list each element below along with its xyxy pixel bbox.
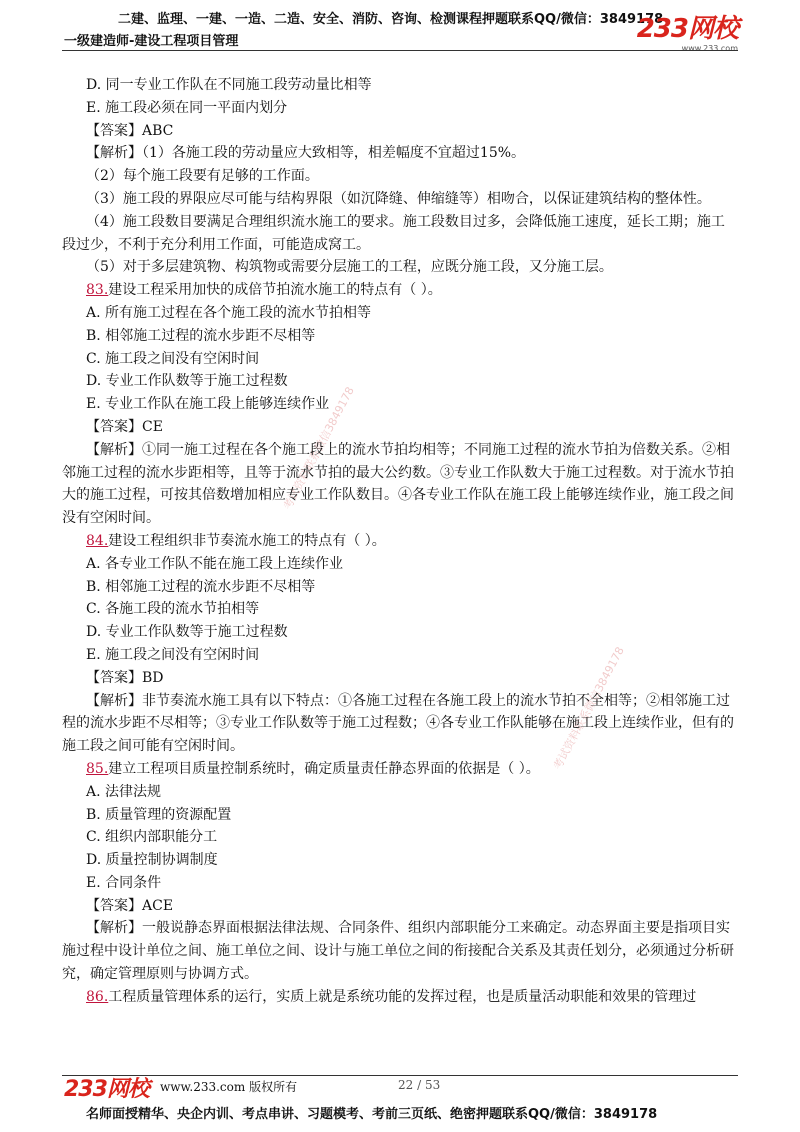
question-85 (86, 758, 738, 781)
option-d: D. 专业工作队数等于施工过程数 (86, 373, 288, 390)
question-83 (86, 279, 738, 302)
footer-promo-text: 名师面授精华、央企内训、考点串讲、习题模考、考前三页纸、绝密押题联系QQ/微信：3849178 (86, 1107, 658, 1122)
header-divider (62, 50, 738, 51)
header-promo-text: 二建、监理、一建、一造、二造、安全、消防、咨询、检测课程押题联系QQ/微信：3849178 (118, 12, 664, 27)
answer-line: 【答案】CE (86, 418, 163, 435)
logo-text: 233网校 (636, 14, 738, 44)
header-subtitle: 一级建造师-建设工程项目管理 (64, 34, 239, 49)
explanation-paragraph: 【解析】一般说静态界面根据法律法规、合同条件、组织内部职能分工来确定。动态界面主要是指项目实施过程中设计单位之间、施工单位之间、设计与施工单位之间的衔接配合关系及其责任划分，必须通过分析研究，确定管理原则与协调方式。 (62, 920, 734, 983)
footer-copyright: www.233.com 版权所有 (160, 1080, 298, 1094)
answer-line: 【答案】BD (86, 669, 164, 686)
option-c: C. 组织内部职能分工 (86, 829, 218, 846)
question-text: 工程质量管理体系的运行，实质上就是系统功能的发挥过程，也是质量活动职能和效果的管理过 (108, 988, 697, 1005)
option-b: B. 质量管理的资源配置 (86, 806, 232, 823)
explanation-paragraph: 【解析】①同一施工过程在各个施工段上的流水节拍均相等；不同施工过程的流水节拍为倍数关系。②相邻施工过程的流水步距相等，且等于流水节拍的最大公约数。③专业工作队数大于施工过程数。对于流水节拍大的施工过程，可按其倍数增加相应专业工作队数目。④各专业工作队在施工段上能够连续作业，施工段之间没有空闲时间。 (62, 441, 734, 527)
option-b: B. 相邻施工过程的流水步距不尽相等 (86, 327, 316, 344)
logo-url: www.233.com (681, 44, 738, 53)
question-text: 建设工程采用加快的成倍节拍流水施工的特点有（ ）。 (108, 282, 442, 299)
question-text: 建立工程项目质量控制系统时，确定质量责任静态界面的依据是（ ）。 (108, 760, 540, 777)
explanation-line: （5）对于多层建筑物、构筑物或需要分层施工的工程，应既分施工段，又分施工层。 (86, 259, 613, 276)
option-e: E. 施工段之间没有空闲时间 (86, 646, 260, 663)
question-number: 84. (86, 532, 109, 549)
question-number: 83. (86, 282, 109, 299)
footer-logo: 233网校 (64, 1077, 149, 1102)
question-text: 建设工程组织非节奏流水施工的特点有（ ）。 (108, 532, 386, 549)
option-b: B. 相邻施工过程的流水步距不尽相等 (86, 578, 316, 595)
explanation-paragraph: （3）施工段的界限应尽可能与结构界限（如沉降缝、伸缩缝等）相吻合，以保证建筑结构的整体性。 (86, 190, 711, 207)
watermark: 考试资料联系微信3849178 (281, 384, 357, 512)
option-a: A. 各专业工作队不能在施工段上连续作业 (86, 555, 344, 572)
question-number: 85. (86, 760, 109, 777)
option-line: D. 同一专业工作队在不同施工段劳动量比相等 (86, 77, 372, 93)
option-d: D. 专业工作队数等于施工过程数 (86, 624, 288, 641)
brand-logo (637, 16, 738, 53)
option-c: C. 施工段之间没有空闲时间 (86, 350, 260, 367)
explanation-line: 【解析】（1）各施工段的劳动量应大致相等，相差幅度不宜超过15%。 (86, 145, 526, 162)
answer-line: 【答案】ABC (86, 122, 174, 139)
answer-line: 【答案】ACE (86, 897, 174, 914)
option-a: A. 所有施工过程在各个施工段的流水节拍相等 (86, 304, 372, 321)
question-number: 86. (86, 988, 109, 1005)
explanation-paragraph: （4）施工段数目要满足合理组织流水施工的要求。施工段数目过多，会降低施工速度，延长工期；施工段过少，不利于充分利用工作面，可能造成窝工。 (62, 213, 725, 253)
question-84 (86, 530, 738, 553)
option-c: C. 各施工段的流水节拍相等 (86, 601, 260, 618)
question-86 (86, 986, 738, 1009)
option-e: E. 专业工作队在施工段上能够连续作业 (86, 396, 330, 413)
option-d: D. 质量控制协调制度 (86, 852, 218, 869)
option-line: E. 施工段必须在同一平面内划分 (86, 99, 288, 116)
page-number: 22 / 53 (398, 1078, 441, 1092)
explanation-line: （2）每个施工段要有足够的工作面。 (86, 168, 319, 185)
explanation-paragraph: 【解析】非节奏流水施工具有以下特点：①各施工过程在各施工段上的流水节拍不全相等；②相邻施工过程的流水步距不尽相等；③专业工作队数等于施工过程数；④各专业工作队能够在施工段上连续作业，但有的施工段之间可能有空闲时间。 (62, 692, 734, 755)
footer-divider (62, 1075, 738, 1076)
option-e: E. 合同条件 (86, 874, 162, 891)
watermark: 考试资料联系微信3849178 (551, 644, 627, 772)
document-body (62, 74, 738, 1009)
option-a: A. 法律法规 (86, 783, 162, 800)
